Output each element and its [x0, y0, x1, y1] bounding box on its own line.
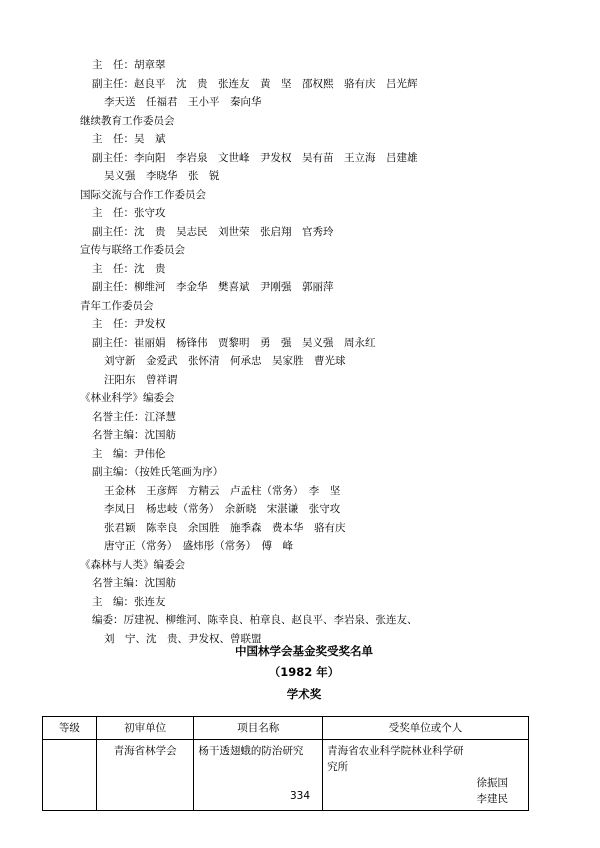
- list-item: 名誉主任：江泽慧: [92, 410, 176, 423]
- column-header-grade: 等级: [43, 717, 97, 740]
- award-unit-line-1: 青海省农业科学院林业科学研: [327, 745, 464, 757]
- list-item: 副主任：柳维河 李金华 樊喜斌 尹刚强 郭丽萍: [92, 281, 334, 293]
- award-person-2: 李建民: [476, 793, 508, 805]
- section-heading: 继续教育工作委员会: [80, 114, 175, 127]
- section-heading: 《林业科学》编委会: [80, 392, 175, 404]
- list-item: 编委：厉建祝、柳维河、陈幸良、柏章良、赵良平、李岩泉、张连友、: [92, 614, 418, 626]
- list-item: 刘守新 金爱武 张怀清 何承忠 吴家胜 曹光球: [104, 355, 346, 367]
- list-item: 汪阳东 曾祥谓: [104, 373, 178, 386]
- award-section-header: [80, 641, 528, 705]
- section-heading: 青年工作委员会: [80, 299, 154, 312]
- list-item: 副主任：李向阳 李岩泉 文世峰 尹发权 吴有苗 王立海 吕建雄: [92, 151, 418, 164]
- award-subtitle: （1982 年）: [268, 665, 340, 679]
- section-heading: 国际交流与合作工作委员会: [80, 188, 206, 201]
- list-item: 主 任：吴 斌: [92, 133, 166, 145]
- award-kind: 学术奖: [286, 687, 322, 701]
- cell-review-unit: 青海省林学会: [96, 740, 194, 811]
- list-item: 刘 宁、沈 贵、尹发权、曾联盟: [104, 632, 262, 645]
- list-item: 吴义强 李晓华 张 锐: [104, 170, 220, 182]
- list-item: 主 任：胡章翠: [92, 59, 166, 71]
- award-title: 中国林学会基金奖受奖名单: [235, 644, 373, 658]
- section-heading: 《森林与人类》编委会: [80, 558, 185, 571]
- list-item: 李天送 任福君 王小平 秦向华: [104, 96, 262, 108]
- list-item: 李凤日 杨忠岐（常务） 余新晓 宋湛谦 张守攻: [104, 503, 341, 515]
- page-number: 334: [289, 790, 311, 802]
- column-header-award-unit: 受奖单位或个人: [323, 717, 529, 740]
- column-header-project: 项目名称: [194, 717, 323, 740]
- list-item: 副主任：崔丽娟 杨锋伟 贾黎明 勇 强 吴义强 周永红: [92, 336, 376, 349]
- list-item: 名誉主编：沈国舫: [92, 577, 176, 589]
- list-item: 主 任：沈 贵: [92, 262, 166, 275]
- list-item: 王金林 王彦辉 方精云 卢孟柱（常务） 李 坚: [104, 484, 341, 497]
- table-header-row: [43, 717, 529, 740]
- award-unit-line-2: 究所: [327, 761, 349, 773]
- list-item: 张君颖 陈幸良 余国胜 施季森 费本华 骆有庆: [104, 521, 346, 534]
- column-header-review-unit: 初审单位: [96, 717, 194, 740]
- cell-project: 杨干透翅蛾的防治研究: [194, 740, 323, 811]
- list-item: 副主任：沈 贵 吴志民 刘世荣 张启翔 官秀玲: [92, 225, 334, 238]
- list-item: 主 编：尹伟伦: [92, 447, 166, 460]
- list-item: 名誉主编：沈国舫: [92, 429, 176, 441]
- list-item: 主 任：张守攻: [92, 207, 166, 219]
- list-item: 主 任：尹发权: [92, 318, 166, 330]
- award-person-1: 徐振国: [476, 777, 508, 789]
- list-item: 副主任：赵良平 沈 贵 张连友 黄 坚 邵权熙 骆有庆 吕光辉: [92, 77, 418, 90]
- section-heading: 宣传与联络工作委员会: [80, 244, 185, 256]
- list-item: 主 编：张连友: [92, 595, 166, 608]
- list-item: 唐守正（常务） 盛炜彤（常务） 傅 峰: [104, 540, 293, 552]
- list-item: 副主编：（按姓氏笔画为序）: [92, 466, 224, 478]
